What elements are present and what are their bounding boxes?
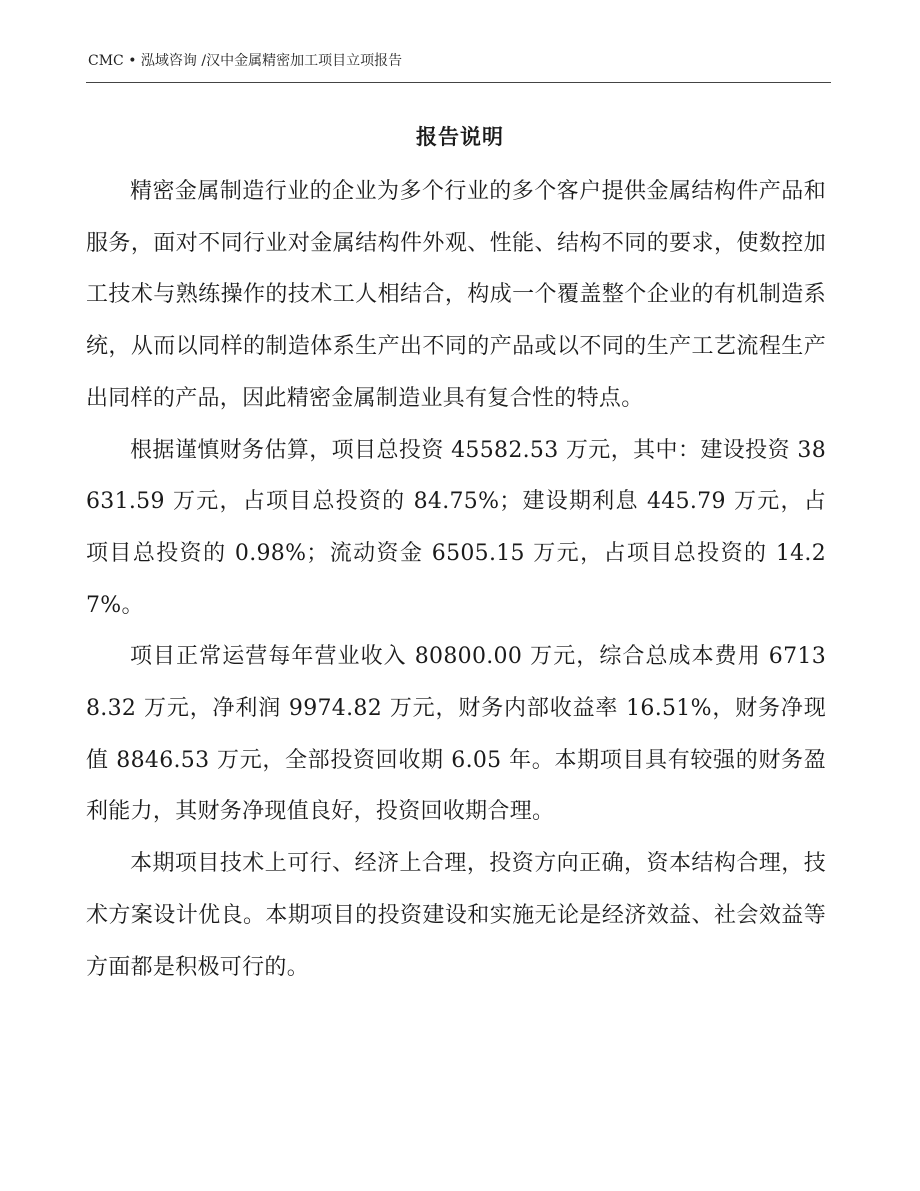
paragraph-financial-returns: 项目正常运营每年营业收入 80800.00 万元，综合总成本费用 67138.32 万元，净利润 9974.82 万元，财务内部收益率 16.51%，财务净现值 8846.53 万元，全部投资回收期 6.05 年。本期项目具有较强的财务盈利能力，其财务净现值良好，投资回收期合理。 — [86, 644, 826, 825]
section-title: 报告说明 — [416, 124, 504, 149]
report-body — [86, 166, 826, 993]
paragraph-feasibility-conclusion: 本期项目技术上可行、经济上合理，投资方向正确，资本结构合理，技术方案设计优良。本期项目的投资建设和实施无论是经济效益、社会效益等方面都是积极可行的。 — [86, 851, 826, 980]
paragraph-investment-estimate: 根据谨慎财务估算，项目总投资 45582.53 万元，其中：建设投资 38631.59 万元，占项目总投资的 84.75%；建设期利息 445.79 万元，占项目总投资的 0.98%；流动资金 6505.15 万元，占项目总投资的 14.27%。 — [86, 437, 826, 618]
header-divider — [86, 82, 831, 83]
running-header: CMC • 泓域咨询 /汉中金属精密加工项目立项报告 — [88, 53, 403, 69]
paragraph-industry-overview: 精密金属制造行业的企业为多个行业的多个客户提供金属结构件产品和服务，面对不同行业对金属结构件外观、性能、结构不同的要求，使数控加工技术与熟练操作的技术工人相结合，构成一个覆盖整个企业的有机制造系统，从而以同样的制造体系生产出不同的产品或以不同的生产工艺流程生产出同样的产品，因此精密金属制造业具有复合性的特点。 — [86, 179, 826, 411]
